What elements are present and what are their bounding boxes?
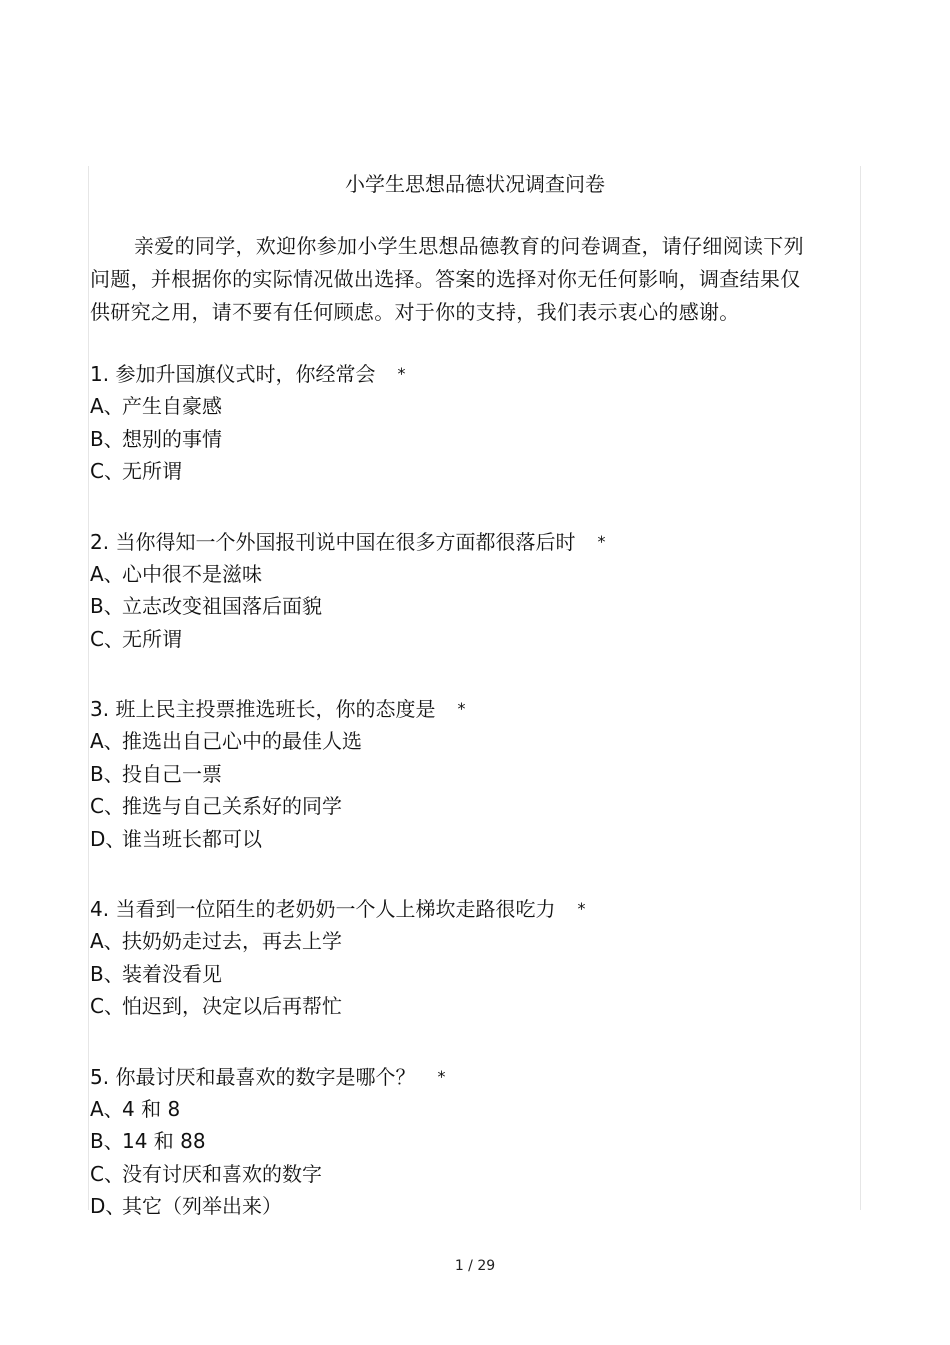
option-letter: A、: [90, 729, 124, 753]
question-5-label: 5. 你最讨厌和最喜欢的数字是哪个？: [90, 1064, 416, 1089]
required-mark: *: [437, 1066, 446, 1086]
option-letter: A、: [90, 561, 124, 586]
question-4: [90, 893, 850, 1023]
option-letter: C、: [90, 794, 124, 818]
question-text: [90, 893, 850, 925]
option-letter: B、: [90, 961, 124, 986]
option-letter: B、: [90, 761, 124, 786]
option-text: 立志改变祖国落后面貌: [122, 594, 322, 618]
option-item: [90, 1093, 850, 1126]
intro-paragraph: [90, 230, 810, 329]
question-text: [90, 526, 850, 558]
option-item: [90, 455, 850, 488]
question-1-label: 1. 参加升国旗仪式时，你经常会: [90, 362, 376, 386]
option-item: [90, 958, 850, 991]
option-text: 14 和 88: [122, 1129, 206, 1153]
page-indicator: 1 / 29: [454, 1258, 496, 1274]
option-item: [90, 558, 850, 591]
required-mark: *: [457, 699, 466, 718]
page-border-right: [860, 166, 861, 1210]
option-item: [90, 990, 850, 1023]
option-text: 想别的事情: [122, 426, 222, 451]
option-item: [90, 925, 850, 958]
option-letter: C、: [90, 1161, 124, 1186]
question-3-label: 3. 班上民主投票推选班长，你的态度是: [90, 697, 436, 721]
option-letter: A、: [90, 929, 124, 953]
question-2-label: 2. 当你得知一个外国报刊说中国在很多方面都很落后时: [90, 529, 576, 554]
option-letter: C、: [90, 626, 124, 651]
option-item: [90, 1125, 850, 1158]
question-5: [90, 1061, 850, 1223]
option-letter: D、: [90, 1194, 126, 1218]
page-border-left: [88, 166, 89, 1210]
option-item: [90, 1190, 850, 1223]
option-text: 产生自豪感: [122, 394, 222, 418]
question-4-label: 4. 当看到一位陌生的老奶奶一个人上梯坎走路很吃力: [90, 897, 556, 921]
option-letter: D、: [90, 826, 126, 851]
required-mark: *: [397, 364, 406, 383]
option-text: 谁当班长都可以: [122, 826, 262, 851]
question-text: [90, 693, 850, 725]
option-letter: A、: [90, 394, 124, 418]
option-item: [90, 623, 850, 656]
option-text: 扶奶奶走过去，再去上学: [122, 929, 342, 953]
intro-text: 亲爱的同学，欢迎你参加小学生思想品德教育的问卷调查，请仔细阅读下列问题，并根据你的实际情况做出选择。答案的选择对你无任何影响，调查结果仅供研究之用，请不要有任何顾虑。对于你的支持，我们表示衷心的感谢。: [90, 234, 804, 324]
option-letter: B、: [90, 1129, 124, 1153]
option-item: [90, 590, 850, 623]
option-letter: C、: [90, 459, 124, 483]
option-item: [90, 823, 850, 856]
option-letter: C、: [90, 994, 124, 1018]
option-item: [90, 758, 850, 791]
option-text: 心中很不是滋味: [122, 561, 262, 586]
option-item: [90, 423, 850, 456]
option-letter: B、: [90, 594, 124, 618]
option-text: 推选出自己心中的最佳人选: [122, 729, 362, 753]
option-item: [90, 725, 850, 758]
option-text: 怕迟到，决定以后再帮忙: [122, 994, 342, 1018]
question-text: [90, 358, 850, 390]
option-text: 装着没看见: [122, 961, 222, 986]
option-text: 投自己一票: [122, 761, 222, 786]
option-text: 4 和 8: [122, 1096, 181, 1121]
document-title: 小学生思想品德状况调查问卷: [345, 172, 605, 196]
option-text: 其它（列举出来）: [122, 1194, 282, 1218]
required-mark: *: [577, 899, 586, 918]
required-mark: *: [597, 531, 606, 551]
option-letter: A、: [90, 1096, 124, 1121]
question-text: [90, 1061, 850, 1093]
option-text: 无所谓: [122, 626, 182, 651]
option-text: 没有讨厌和喜欢的数字: [122, 1161, 322, 1186]
question-3: [90, 693, 850, 855]
question-2: [90, 526, 850, 656]
option-item: [90, 390, 850, 423]
question-list: [90, 358, 850, 1261]
question-1: [90, 358, 850, 488]
option-text: 推选与自己关系好的同学: [122, 794, 342, 818]
option-letter: B、: [90, 426, 124, 451]
option-item: [90, 1158, 850, 1191]
option-text: 无所谓: [122, 459, 182, 483]
option-item: [90, 790, 850, 823]
